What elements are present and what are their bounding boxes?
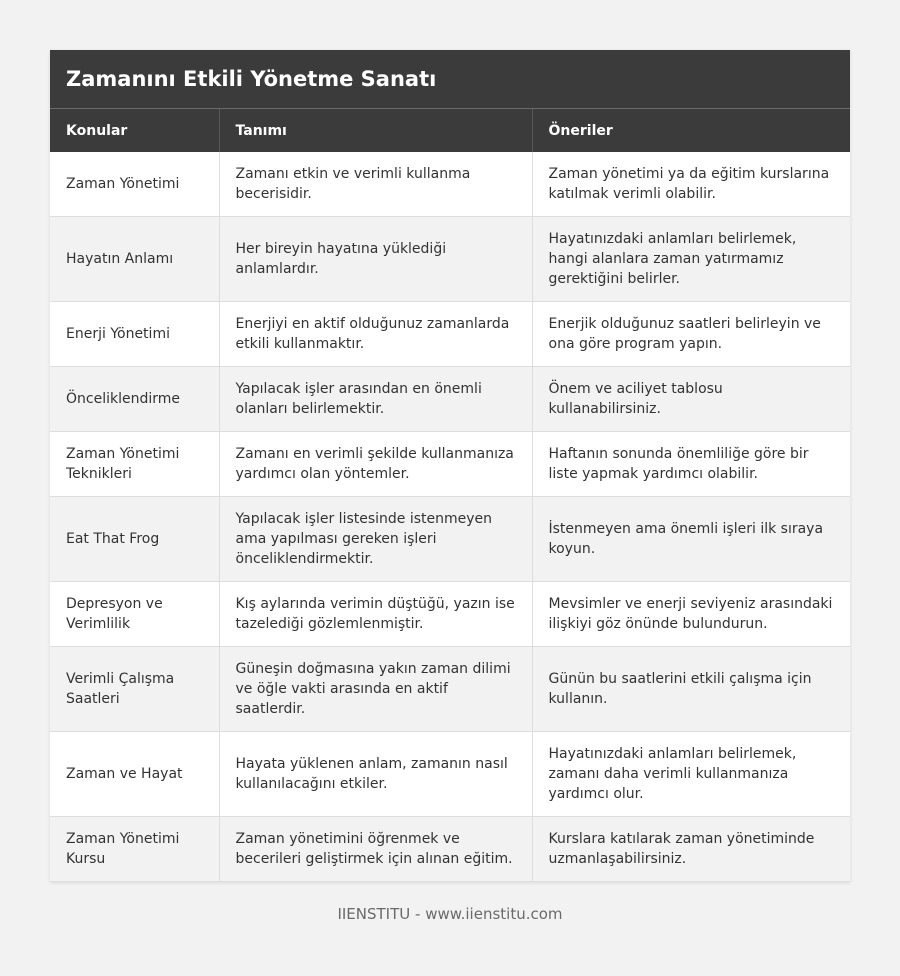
table-row [50,152,850,217]
definition-cell: Kış aylarında verimin düştüğü, yazın ise tazelediği gözlemlenmiştir. [219,582,532,647]
table-row [50,367,850,432]
definition-cell: Güneşin doğmasına yakın zaman dilimi ve öğle vakti arasında en aktif saatlerdir. [219,647,532,732]
suggestion-cell: Günün bu saatlerini etkili çalışma için kullanın. [532,647,850,732]
table-header-row [50,109,850,152]
suggestion-cell: Önem ve aciliyet tablosu kullanabilirsiniz. [532,367,850,432]
topic-cell: Zaman ve Hayat [50,732,219,817]
topic-cell: Zaman Yönetimi Teknikleri [50,432,219,497]
topic-cell: Eat That Frog [50,497,219,582]
topic-cell: Depresyon ve Verimlilik [50,582,219,647]
table-row [50,432,850,497]
suggestion-cell: Mevsimler ve enerji seviyeniz arasındaki ilişkiyi göz önünde bulundurun. [532,582,850,647]
content-table-card [50,50,850,882]
table-row [50,217,850,302]
table-row [50,302,850,367]
column-header-topics: Konular [50,109,219,152]
definition-cell: Her bireyin hayatına yüklediği anlamlardır. [219,217,532,302]
topic-cell: Verimli Çalışma Saatleri [50,647,219,732]
topics-table [50,109,850,882]
suggestion-cell: Kurslara katılarak zaman yönetiminde uzmanlaşabilirsiniz. [532,817,850,882]
table-row [50,732,850,817]
definition-cell: Zamanı etkin ve verimli kullanma becerisidir. [219,152,532,217]
suggestion-cell: Zaman yönetimi ya da eğitim kurslarına katılmak verimli olabilir. [532,152,850,217]
definition-cell: Zamanı en verimli şekilde kullanmanıza yardımcı olan yöntemler. [219,432,532,497]
suggestion-cell: Haftanın sonunda önemliliğe göre bir liste yapmak yardımcı olabilir. [532,432,850,497]
column-header-definition: Tanımı [219,109,532,152]
definition-cell: Zaman yönetimini öğrenmek ve becerileri geliştirmek için alınan eğitim. [219,817,532,882]
table-row [50,817,850,882]
definition-cell: Enerjiyi en aktif olduğunuz zamanlarda etkili kullanmaktır. [219,302,532,367]
table-title: Zamanını Etkili Yönetme Sanatı [50,50,850,108]
table-row [50,497,850,582]
suggestion-cell: Enerjik olduğunuz saatleri belirleyin ve ona göre program yapın. [532,302,850,367]
table-row [50,582,850,647]
suggestion-cell: Hayatınızdaki anlamları belirlemek, hangi alanlara zaman yatırmamız gerektiğini belirler. [532,217,850,302]
topic-cell: Hayatın Anlamı [50,217,219,302]
definition-cell: Yapılacak işler arasından en önemli olanları belirlemektir. [219,367,532,432]
topic-cell: Enerji Yönetimi [50,302,219,367]
topic-cell: Zaman Yönetimi Kursu [50,817,219,882]
topic-cell: Önceliklendirme [50,367,219,432]
definition-cell: Yapılacak işler listesinde istenmeyen ama yapılması gereken işleri önceliklendirmektir. [219,497,532,582]
suggestion-cell: Hayatınızdaki anlamları belirlemek, zamanı daha verimli kullanmanıza yardımcı olur. [532,732,850,817]
column-header-suggestions: Öneriler [532,109,850,152]
footer-credit: IIENSTITU - www.iienstitu.com [337,905,563,923]
suggestion-cell: İstenmeyen ama önemli işleri ilk sıraya koyun. [532,497,850,582]
topic-cell: Zaman Yönetimi [50,152,219,217]
table-row [50,647,850,732]
definition-cell: Hayata yüklenen anlam, zamanın nasıl kullanılacağını etkiler. [219,732,532,817]
